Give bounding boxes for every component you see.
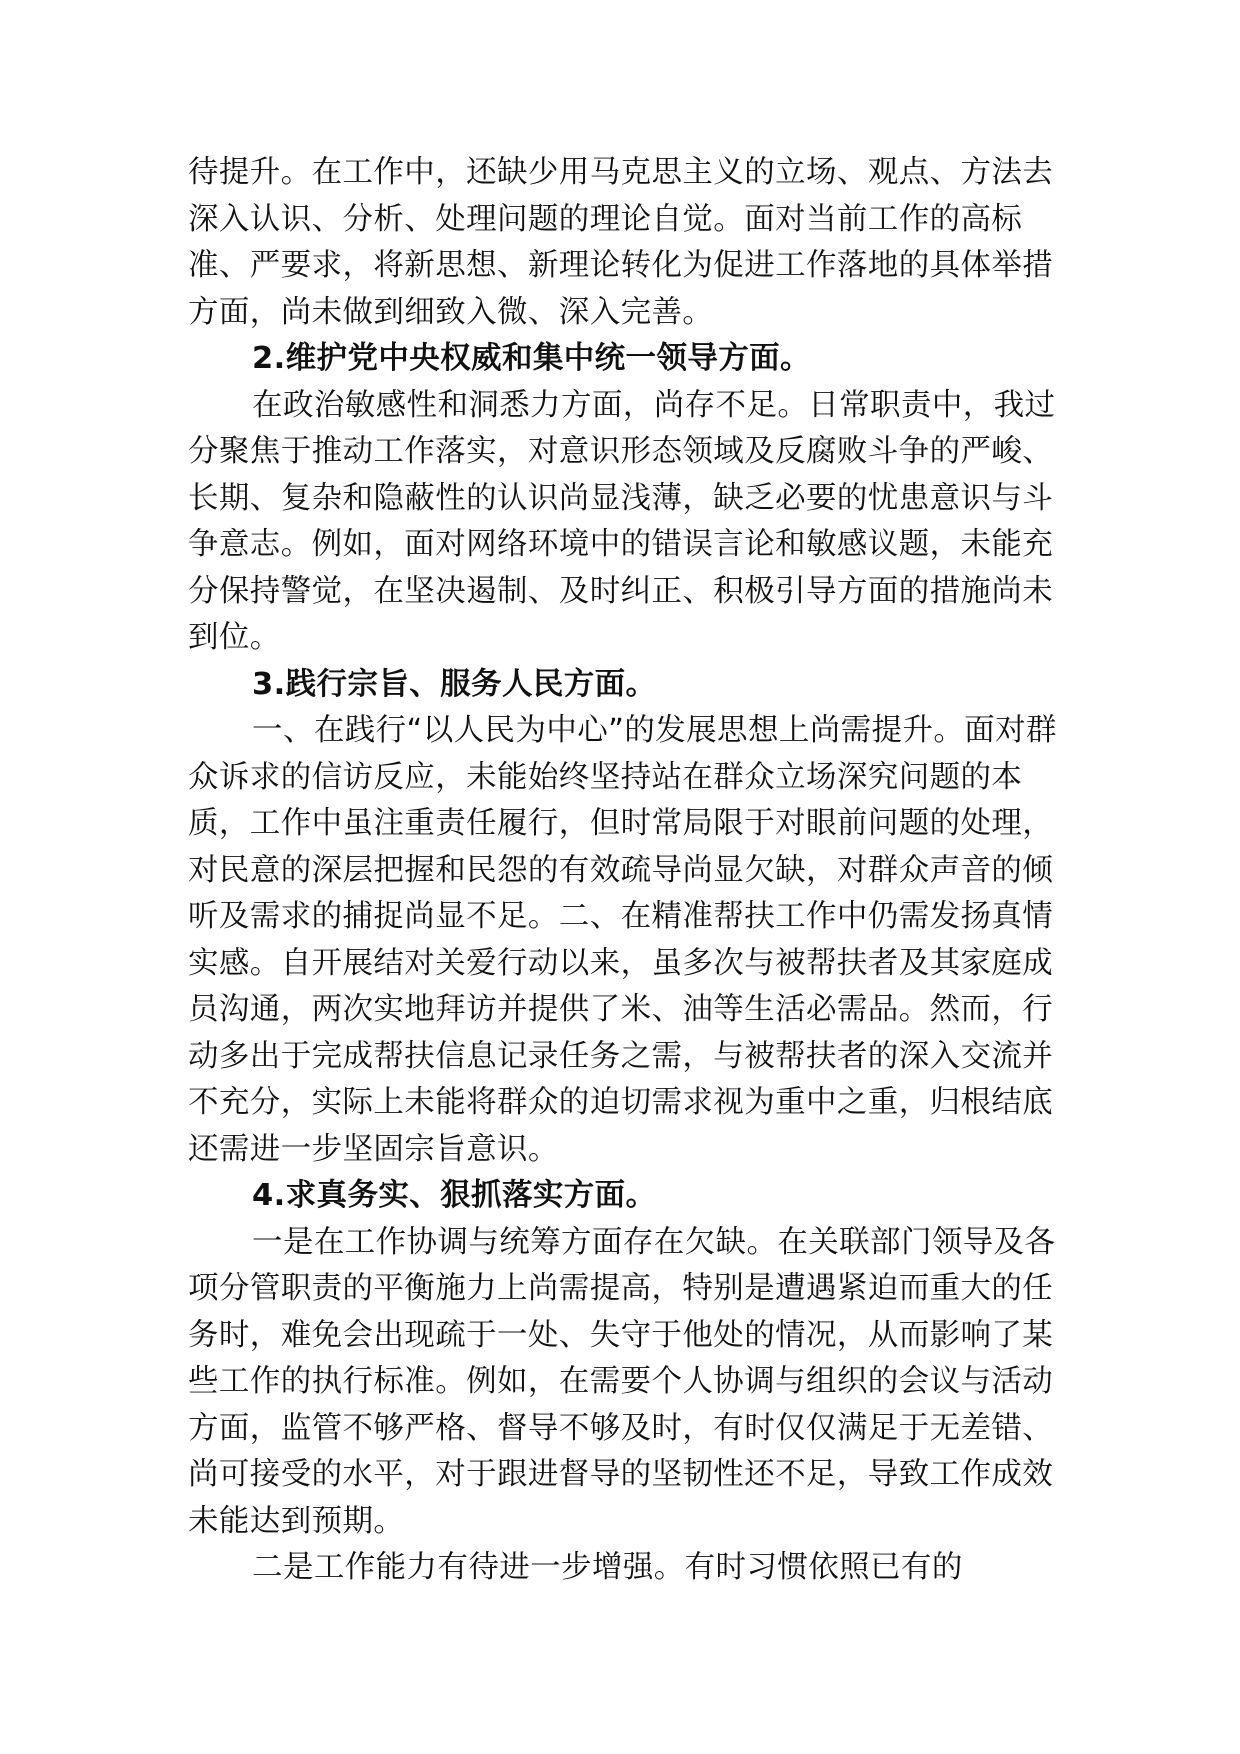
paragraph-coordination: 一是在工作协调与统筹方面存在欠缺。在关联部门领导及各项分管职责的平衡施力上尚需提高，特别是遭遇紧迫而重大的任务时，难免会出现疏于一处、失守于他处的情况，从而影响了某些工作的执行标准。例如，在需要个人协调与组织的会议与活动方面，监管不够严格、督导不够及时，有时仅仅满足于无差错、尚可接受的水平，对于跟进督导的坚韧性还不足，导致工作成效未能达到预期。 (188, 1224, 1056, 1539)
paragraph-political-sensitivity: 在政治敏感性和洞悉力方面，尚存不足。日常职责中，我过分聚焦于推动工作落实，对意识形态领域及反腐败斗争的严峻、长期、复杂和隐蔽性的认识尚显浅薄，缺乏必要的忧患意识与斗争意志。例如，面对网络环境中的错误言论和敏感议题，未能充分保持警觉，在坚决遏制、及时纠正、积极引导方面的措施尚未到位。 (188, 387, 1056, 655)
document-body (188, 150, 1068, 1592)
paragraph-work-ability: 二是工作能力有待进一步增强。有时习惯依照已有的 (252, 1550, 963, 1585)
section-heading-4: 4.求真务实、狠抓落实方面。 (252, 1178, 657, 1213)
paragraph-serve-people: 一、在践行“以人民为中心”的发展思想上尚需提升。面对群众诉求的信访反应，未能始终坚持站在群众立场深究问题的本质，工作中虽注重责任履行，但时常局限于对眼前问题的处理，对民意的深层把握和民怨的有效疏导尚显欠缺，对群众声音的倾听及需求的捕捉尚显不足。二、在精准帮扶工作中仍需发扬真情实感。自开展结对关爱行动以来，虽多次与被帮扶者及其家庭成员沟通，两次实地拜访并提供了米、油等生活必需品。然而，行动多出于完成帮扶信息记录任务之需，与被帮扶者的深入交流并不充分，实际上未能将群众的迫切需求视为重中之重，归根结底还需进一步坚固宗旨意识。 (188, 713, 1057, 1167)
section-heading-3: 3.践行宗旨、服务人民方面。 (252, 666, 657, 702)
section-heading-2: 2.维护党中央权威和集中统一领导方面。 (252, 341, 811, 376)
paragraph-continuation: 待提升。在工作中，还缺少用马克思主义的立场、观点、方法去深入认识、分析、处理问题的理论自觉。面对当前工作的高标准、严要求，将新思想、新理论转化为促进工作落地的具体举措方面，尚未做到细致入微、深入完善。 (188, 155, 1054, 330)
